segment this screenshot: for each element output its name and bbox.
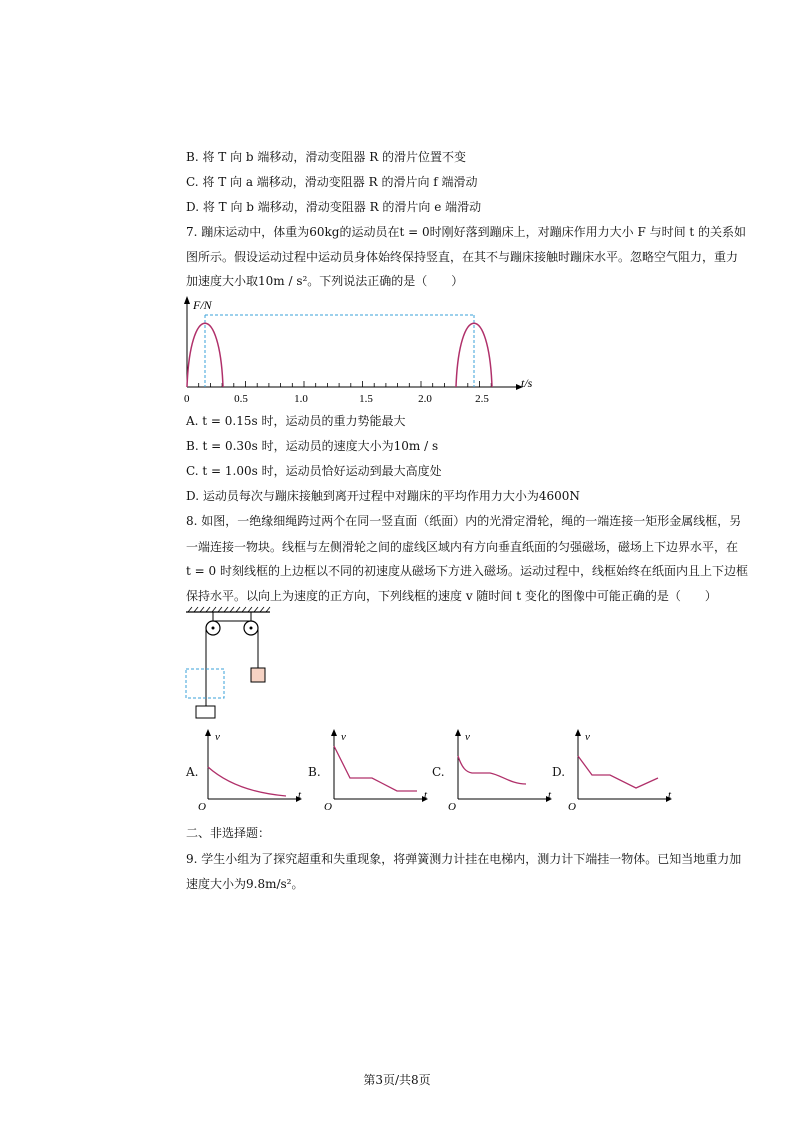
- q8-stem-line1: 8. 如图，一绝缘细绳跨过两个在同一竖直面（纸面）内的光滑定滑轮，绳的一端连接一矩形金属线框，另: [186, 514, 742, 528]
- origin-label: 0: [184, 393, 190, 405]
- q8-option-b-label: B.: [308, 765, 321, 779]
- force-time-chart: [176, 292, 536, 408]
- origin-o: O: [198, 801, 206, 813]
- t-label: t: [668, 789, 672, 801]
- tick-label-1.0: 1.0: [294, 393, 308, 405]
- q8-stem-line2: 一端连接一物块。线框与左侧滑轮之间的虚线区域内有方向垂直纸面的匀强磁场，磁场上下边界水平，在: [186, 540, 739, 554]
- vt-graph-b: [322, 728, 432, 814]
- q7-option-a: A. t = 0.15s 时，运动员的重力势能最大: [186, 414, 406, 428]
- y-axis-arrow: [184, 296, 190, 304]
- q7-option-b: B. t = 0.30s 时，运动员的速度大小为10m / s: [186, 439, 439, 453]
- pulley-diagram: [180, 606, 280, 720]
- q7-option-d: D. 运动员每次与蹦床接触到离开过程中对蹦床的平均作用力大小为4600N: [186, 489, 580, 503]
- q6-option-d: D. 将 T 向 b 端移动，滑动变阻器 R 的滑片向 e 端滑动: [186, 200, 482, 214]
- q8-option-a-label: A.: [186, 765, 199, 779]
- vt-curve-d: [578, 756, 658, 788]
- vt-curve-a: [208, 767, 286, 796]
- ceiling-hatch: [188, 607, 270, 612]
- v-label: v: [341, 731, 346, 743]
- q8-stem-line4: 保持水平。以向上为速度的正方向，下列线框的速度 v 随时间 t 变化的图像中可能正确的是（ ）: [186, 589, 717, 603]
- origin-o: O: [568, 801, 576, 813]
- x-axis-label: t/s: [521, 376, 533, 390]
- page-footer: 第3页/共8页: [363, 1073, 431, 1087]
- q7-stem-line1: 7. 蹦床运动中，体重为60kg的运动员在t = 0时刚好落到蹦床上，对蹦床作用力大小 F 与时间 t 的关系如: [186, 225, 747, 239]
- block: [251, 668, 265, 682]
- vt-graph-a: [196, 728, 306, 814]
- q7-option-c: C. t = 1.00s 时，运动员恰好运动到最大高度处: [186, 464, 442, 478]
- metal-frame: [196, 706, 215, 718]
- origin-o: O: [448, 801, 456, 813]
- section-heading: 二、非选择题：: [186, 826, 271, 840]
- t-label: t: [298, 789, 302, 801]
- magnetic-field-region: [186, 669, 224, 698]
- q9-stem-line1: 9. 学生小组为了探究超重和失重现象，将弹簧测力计挂在电梯内，测力计下端挂一物体。已知当地重力加: [186, 852, 742, 866]
- q9-stem-line2: 速度大小为9.8m/s²。: [186, 877, 304, 891]
- t-label: t: [548, 789, 552, 801]
- tick-label-2.0: 2.0: [418, 393, 432, 405]
- vt-curve-c: [458, 756, 526, 784]
- tick-label-2.5: 2.5: [475, 393, 489, 405]
- q7-stem-line3: 加速度大小取10m / s²。下列说法正确的是（ ）: [186, 274, 464, 288]
- q8-option-c-label: C.: [432, 765, 445, 779]
- t-label: t: [424, 789, 428, 801]
- q6-option-c: C. 将 T 向 a 端移动，滑动变阻器 R 的滑片向 f 端滑动: [186, 175, 478, 189]
- q8-option-d-label: D.: [552, 765, 566, 779]
- v-label: v: [465, 731, 470, 743]
- tick-label-1.5: 1.5: [359, 393, 373, 405]
- v-label: v: [215, 731, 220, 743]
- origin-o: O: [324, 801, 332, 813]
- q7-stem-line2: 图所示。假设运动过程中运动员身体始终保持竖直，在其不与蹦床接触时蹦床水平。忽略空气阻力，重力: [186, 250, 739, 264]
- vt-graph-c: [446, 728, 556, 814]
- q6-option-b: B. 将 T 向 b 端移动，滑动变阻器 R 的滑片位置不变: [186, 150, 467, 164]
- q8-stem-line3: t = 0 时刻线框的上边框以不同的初速度从磁场下方进入磁场。运动过程中，线框始终在纸面内且上下边框: [186, 564, 748, 578]
- vt-curve-b: [334, 746, 417, 791]
- y-axis-label: F/N: [193, 298, 212, 312]
- v-label: v: [585, 731, 590, 743]
- vt-graph-d: [566, 728, 676, 814]
- tick-label-0.5: 0.5: [234, 393, 248, 405]
- minor-ticks: [199, 381, 492, 387]
